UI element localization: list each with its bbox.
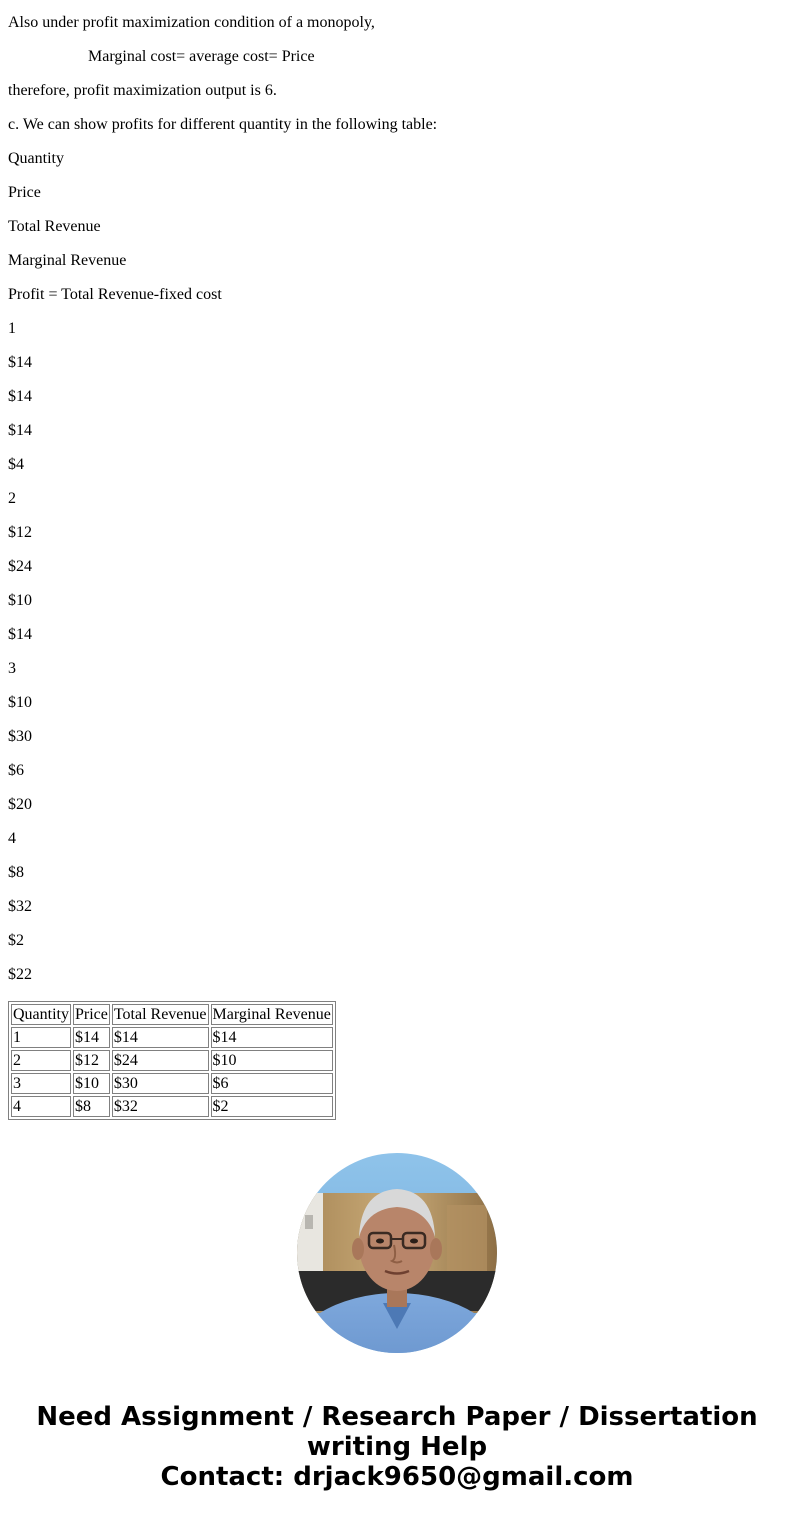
paragraph: $10 <box>8 694 32 711</box>
table-header-cell: Total Revenue <box>113 1006 207 1023</box>
table-cell: $14 <box>112 1027 209 1048</box>
table-cell: 1 <box>11 1027 71 1048</box>
revenue-table <box>8 1001 336 1120</box>
table-cell: $6 <box>211 1073 333 1094</box>
table-cell: $32 <box>112 1096 209 1117</box>
table-cell: 3 <box>11 1073 71 1094</box>
table-header-cell: Marginal Revenue <box>212 1006 331 1023</box>
paragraph: 3 <box>8 660 16 677</box>
table-cell: $10 <box>211 1050 333 1071</box>
table-header-cell: Price <box>75 1006 108 1023</box>
table-cell: $24 <box>112 1050 209 1071</box>
promo-contact: Contact: drjack9650@gmail.com <box>160 1462 634 1492</box>
table-header-row <box>11 1004 333 1025</box>
paragraph: $8 <box>8 864 24 881</box>
paragraph: $24 <box>8 558 32 575</box>
paragraph: 4 <box>8 830 16 847</box>
paragraph: $10 <box>8 592 32 609</box>
table-cell: $12 <box>73 1050 110 1071</box>
table-cell: $14 <box>211 1027 333 1048</box>
paragraph: $14 <box>8 422 32 439</box>
paragraph: $14 <box>8 354 32 371</box>
paragraph: $14 <box>8 388 32 405</box>
paragraph: 1 <box>8 320 16 337</box>
author-portrait-image <box>297 1153 497 1353</box>
paragraph: $12 <box>8 524 32 541</box>
paragraph: $4 <box>8 456 24 473</box>
paragraph: $2 <box>8 932 24 949</box>
author-photo <box>297 1153 497 1353</box>
table-cell: 4 <box>11 1096 71 1117</box>
paragraph: Also under profit maximization condition of a monopoly, <box>8 14 375 31</box>
paragraph: $6 <box>8 762 24 779</box>
paragraph: Marginal Revenue <box>8 252 127 269</box>
table-row <box>11 1050 333 1071</box>
table-cell: $30 <box>112 1073 209 1094</box>
paragraph: Total Revenue <box>8 218 101 235</box>
table-row <box>11 1073 333 1094</box>
table-cell: $10 <box>73 1073 110 1094</box>
table-row <box>11 1027 333 1048</box>
table-cell: $8 <box>73 1096 110 1117</box>
paragraph: $14 <box>8 626 32 643</box>
promo-line: Need Assignment / Research Paper / Dissertation <box>36 1402 758 1432</box>
table-cell: $2 <box>211 1096 333 1117</box>
promo-banner <box>0 1402 794 1492</box>
paragraph: therefore, profit maximization output is 6. <box>8 82 277 99</box>
paragraph: $22 <box>8 966 32 983</box>
table-cell: 2 <box>11 1050 71 1071</box>
paragraph: c. We can show profits for different quantity in the following table: <box>8 116 438 133</box>
paragraph: $30 <box>8 728 32 745</box>
promo-line: writing Help <box>306 1432 488 1462</box>
paragraph: $32 <box>8 898 32 915</box>
paragraph: Profit = Total Revenue-fixed cost <box>8 286 222 303</box>
paragraph: $20 <box>8 796 32 813</box>
table-header-cell: Quantity <box>13 1006 69 1023</box>
table-row <box>11 1096 333 1117</box>
paragraph: Price <box>8 184 41 201</box>
paragraph: Quantity <box>8 150 64 167</box>
paragraph: 2 <box>8 490 16 507</box>
paragraph-equation: Marginal cost= average cost= Price <box>88 48 315 65</box>
document-body <box>8 14 784 1000</box>
table-cell: $14 <box>73 1027 110 1048</box>
